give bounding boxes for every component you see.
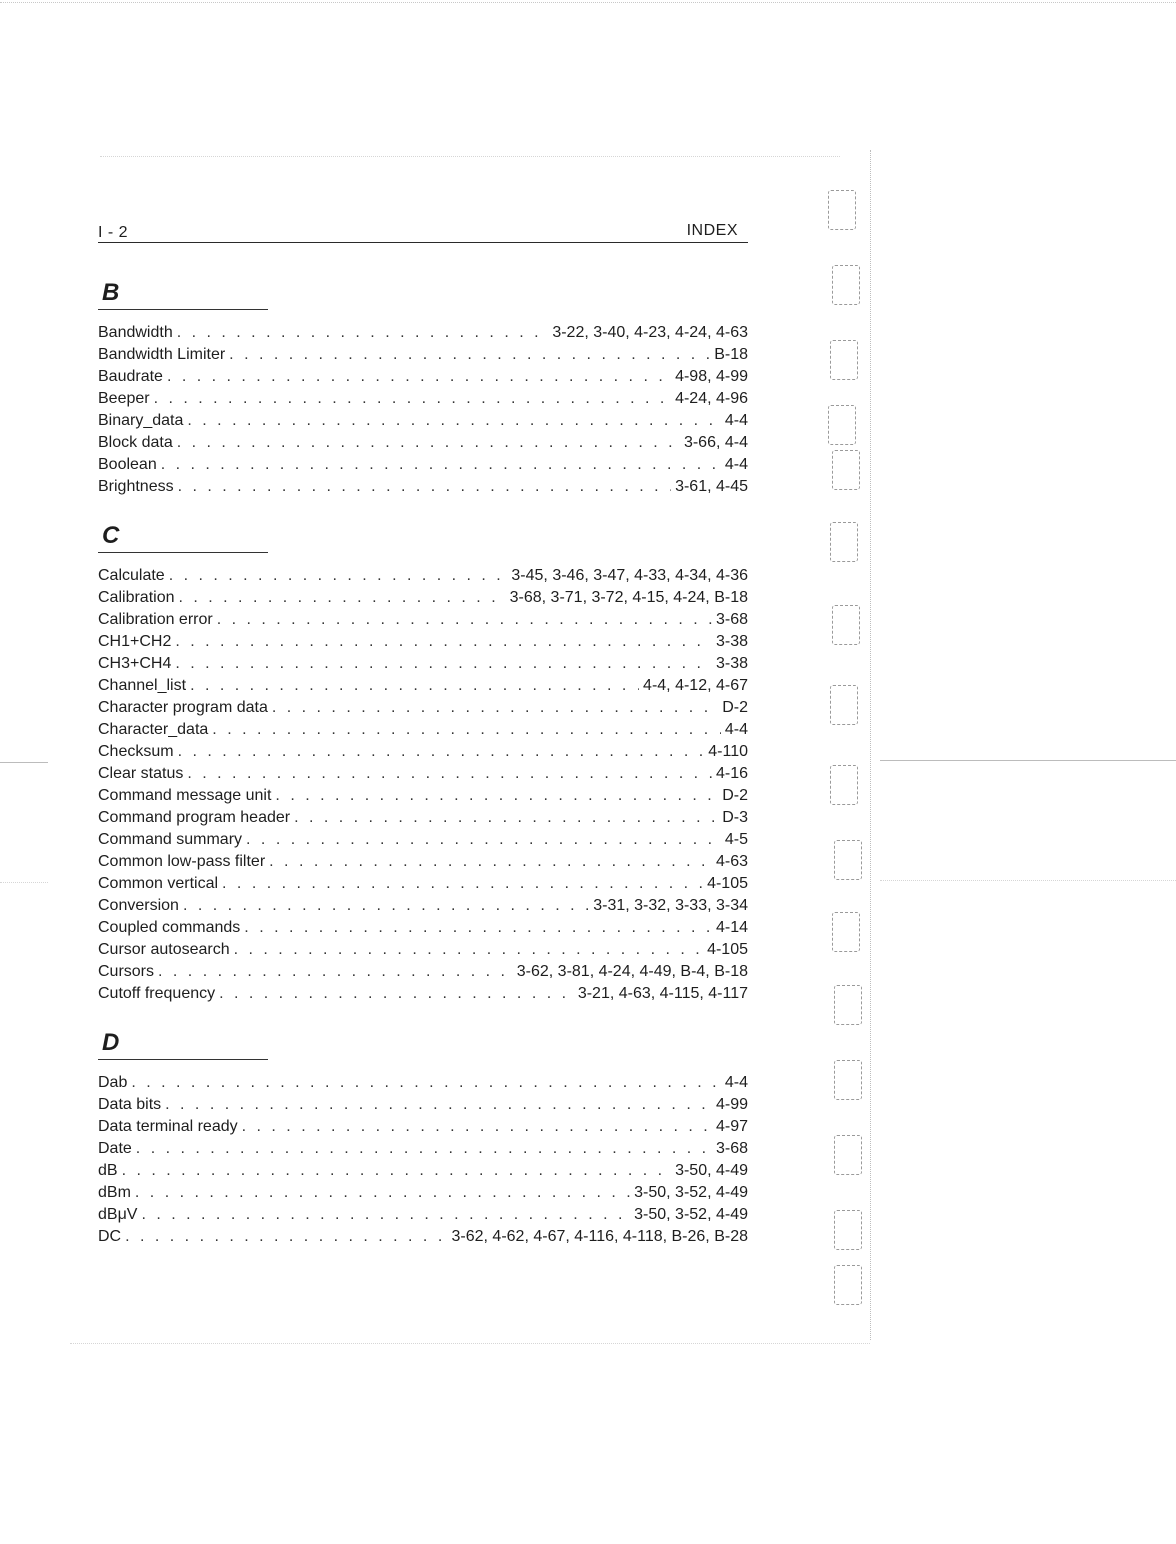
- index-tab: [834, 840, 862, 880]
- entry-refs: 4-16: [715, 765, 748, 782]
- index-entry: [98, 741, 748, 763]
- entry-refs: 3-68: [715, 611, 748, 628]
- index-entry: [98, 476, 748, 498]
- entry-refs: 3-68: [715, 1140, 748, 1157]
- entry-term: CH1+CH2: [98, 633, 172, 650]
- scan-artifact-line: [0, 762, 48, 763]
- entry-term: Character_data: [98, 721, 209, 738]
- index-entry: [98, 895, 748, 917]
- entry-term: Command program header: [98, 809, 291, 826]
- scan-artifact-line: [100, 156, 840, 157]
- entry-term: dB: [98, 1162, 118, 1179]
- leader-dots: [272, 697, 718, 719]
- index-entry: [98, 322, 748, 344]
- leader-dots: [177, 432, 680, 454]
- entry-refs: 3-31, 3-32, 3-33, 3-34: [593, 897, 748, 914]
- index-entry: [98, 1204, 748, 1226]
- index-entry: [98, 851, 748, 873]
- entry-refs: 3-50, 3-52, 4-49: [634, 1184, 748, 1201]
- entry-term: Date: [98, 1140, 132, 1157]
- index-entry: [98, 697, 748, 719]
- entry-refs: 3-50, 4-49: [675, 1162, 748, 1179]
- index-entry: [98, 939, 748, 961]
- entry-term: Checksum: [98, 743, 174, 760]
- entry-term: Bandwidth: [98, 324, 173, 341]
- index-section-b: [98, 281, 748, 498]
- index-page: [98, 216, 748, 1248]
- entry-term: Brightness: [98, 478, 174, 495]
- leader-dots: [165, 1094, 712, 1116]
- index-tab: [832, 605, 860, 645]
- index-tab: [834, 1265, 862, 1305]
- leader-dots: [178, 741, 705, 763]
- entry-term: DC: [98, 1228, 122, 1245]
- entry-refs: 3-22, 3-40, 4-23, 4-24, 4-63: [552, 324, 748, 341]
- index-tab: [830, 765, 858, 805]
- page-title: INDEX: [686, 222, 738, 239]
- index-section-d: [98, 1031, 748, 1248]
- leader-dots: [229, 344, 710, 366]
- index-entry: [98, 873, 748, 895]
- index-tab: [834, 985, 862, 1025]
- entry-term: Conversion: [98, 897, 179, 914]
- entry-term: Data bits: [98, 1096, 162, 1113]
- entry-term: Data terminal ready: [98, 1118, 238, 1135]
- entry-term: Block data: [98, 434, 173, 451]
- entry-term: Bandwidth Limiter: [98, 346, 226, 363]
- entry-refs: 4-5: [724, 831, 748, 848]
- entry-term: Cursor autosearch: [98, 941, 230, 958]
- leader-dots: [161, 454, 721, 476]
- index-entry: [98, 1116, 748, 1138]
- entry-term: Channel_list: [98, 677, 187, 694]
- section-rule: [98, 552, 268, 553]
- entry-term: Command message unit: [98, 787, 272, 804]
- entry-refs: 3-66, 4-4: [683, 434, 748, 451]
- scan-artifact-line: [0, 882, 48, 883]
- entry-term: dBμV: [98, 1206, 138, 1223]
- entry-term: Common low-pass filter: [98, 853, 266, 870]
- index-tab: [830, 340, 858, 380]
- index-entry: [98, 1226, 748, 1248]
- entry-refs: 4-99: [715, 1096, 748, 1113]
- entry-term: Common vertical: [98, 875, 219, 892]
- leader-dots: [244, 917, 712, 939]
- entry-term: Character program data: [98, 699, 268, 716]
- index-tab: [828, 190, 856, 230]
- entry-refs: 4-105: [707, 941, 748, 958]
- entry-refs: 3-62, 4-62, 4-67, 4-116, 4-118, B-26, B-28: [451, 1228, 748, 1245]
- leader-dots: [234, 939, 703, 961]
- index-entry: [98, 410, 748, 432]
- leader-dots: [217, 609, 712, 631]
- index-tab: [834, 1210, 862, 1250]
- index-entry: [98, 719, 748, 741]
- entry-refs: 3-62, 3-81, 4-24, 4-49, B-4, B-18: [516, 963, 748, 980]
- index-entry: [98, 675, 748, 697]
- index-tab: [830, 522, 858, 562]
- leader-dots: [190, 675, 639, 697]
- entry-term: Coupled commands: [98, 919, 241, 936]
- index-entry: [98, 1138, 748, 1160]
- entry-term: Dab: [98, 1074, 128, 1091]
- entry-refs: 3-38: [715, 655, 748, 672]
- entry-refs: 4-63: [715, 853, 748, 870]
- index-entry: [98, 631, 748, 653]
- index-tab: [834, 1135, 862, 1175]
- leader-dots: [212, 719, 721, 741]
- entry-refs: 4-14: [715, 919, 748, 936]
- leader-dots: [175, 631, 712, 653]
- scan-artifact-line: [70, 1343, 870, 1344]
- index-entry: [98, 785, 748, 807]
- leader-dots: [175, 653, 712, 675]
- entry-refs: 3-21, 4-63, 4-115, 4-117: [577, 985, 748, 1002]
- index-tab: [832, 450, 860, 490]
- leader-dots: [136, 1138, 712, 1160]
- entry-refs: 3-38: [715, 633, 748, 650]
- section-letter: D: [102, 1029, 120, 1056]
- entry-refs: D-2: [722, 699, 748, 716]
- leader-dots: [269, 851, 712, 873]
- entry-refs: 4-24, 4-96: [675, 390, 748, 407]
- index-entry: [98, 983, 748, 1005]
- index-entry: [98, 1072, 748, 1094]
- leader-dots: [169, 565, 508, 587]
- entry-term: Cursors: [98, 963, 155, 980]
- entry-refs: 4-4: [724, 721, 748, 738]
- entry-term: Calculate: [98, 567, 165, 584]
- entry-refs: 3-45, 3-46, 3-47, 4-33, 4-34, 4-36: [511, 567, 748, 584]
- entry-refs: D-3: [722, 809, 748, 826]
- entry-term: Beeper: [98, 390, 150, 407]
- index-entry: [98, 917, 748, 939]
- entry-refs: 4-97: [715, 1118, 748, 1135]
- entry-refs: 4-4: [724, 1074, 748, 1091]
- index-entry: [98, 344, 748, 366]
- entry-refs: 4-4, 4-12, 4-67: [643, 677, 748, 694]
- entry-term: Baudrate: [98, 368, 163, 385]
- section-rule: [98, 309, 268, 310]
- index-entry: [98, 829, 748, 851]
- index-tab: [832, 912, 860, 952]
- leader-dots: [187, 763, 712, 785]
- entry-term: Calibration: [98, 589, 175, 606]
- entry-term: Boolean: [98, 456, 157, 473]
- leader-dots: [246, 829, 721, 851]
- entry-term: Command summary: [98, 831, 243, 848]
- entry-refs: 3-61, 4-45: [675, 478, 748, 495]
- index-entry: [98, 763, 748, 785]
- index-tab: [832, 265, 860, 305]
- leader-dots: [275, 785, 718, 807]
- index-entry: [98, 1160, 748, 1182]
- leader-dots: [158, 961, 513, 983]
- page-header: [98, 216, 748, 243]
- index-entry: [98, 432, 748, 454]
- section-letter: B: [102, 279, 120, 306]
- section-letter: C: [102, 522, 120, 549]
- leader-dots: [131, 1072, 721, 1094]
- entry-refs: 4-98, 4-99: [675, 368, 748, 385]
- index-entry: [98, 565, 748, 587]
- entry-term: Cutoff frequency: [98, 985, 216, 1002]
- index-tab-strip: [822, 150, 882, 1340]
- leader-dots: [177, 322, 549, 344]
- index-entry: [98, 366, 748, 388]
- entry-refs: B-18: [714, 346, 748, 363]
- index-tab: [828, 405, 856, 445]
- leader-dots: [154, 388, 671, 410]
- index-entry: [98, 609, 748, 631]
- leader-dots: [135, 1182, 630, 1204]
- leader-dots: [125, 1226, 447, 1248]
- leader-dots: [187, 410, 720, 432]
- entry-refs: D-2: [722, 787, 748, 804]
- index-entry: [98, 653, 748, 675]
- entry-term: dBm: [98, 1184, 131, 1201]
- scan-artifact-line: [880, 760, 1176, 761]
- entry-refs: 4-4: [724, 456, 748, 473]
- leader-dots: [122, 1160, 671, 1182]
- index-section-c: [98, 524, 748, 1005]
- entry-refs: 4-4: [724, 412, 748, 429]
- leader-dots: [294, 807, 718, 829]
- leader-dots: [183, 895, 589, 917]
- entry-term: Binary_data: [98, 412, 184, 429]
- leader-dots: [178, 476, 671, 498]
- leader-dots: [242, 1116, 712, 1138]
- page-number: I - 2: [98, 224, 129, 241]
- entry-refs: 4-105: [707, 875, 748, 892]
- scan-artifact-line: [880, 880, 1176, 881]
- scan-border-top: [0, 2, 1176, 3]
- index-entry: [98, 388, 748, 410]
- index-tab: [834, 1060, 862, 1100]
- entry-term: Clear status: [98, 765, 184, 782]
- entry-term: CH3+CH4: [98, 655, 172, 672]
- tab-strip-edge: [870, 150, 871, 1340]
- section-rule: [98, 1059, 268, 1060]
- entry-refs: 3-50, 3-52, 4-49: [634, 1206, 748, 1223]
- index-entry: [98, 454, 748, 476]
- index-entry: [98, 1182, 748, 1204]
- index-entry: [98, 807, 748, 829]
- leader-dots: [178, 587, 505, 609]
- index-entry: [98, 587, 748, 609]
- index-entry: [98, 961, 748, 983]
- index-tab: [830, 685, 858, 725]
- entry-term: Calibration error: [98, 611, 213, 628]
- entry-refs: 4-110: [708, 743, 748, 760]
- leader-dots: [167, 366, 671, 388]
- leader-dots: [219, 983, 574, 1005]
- leader-dots: [141, 1204, 630, 1226]
- entry-refs: 3-68, 3-71, 3-72, 4-15, 4-24, B-18: [509, 589, 748, 606]
- leader-dots: [222, 873, 703, 895]
- index-entry: [98, 1094, 748, 1116]
